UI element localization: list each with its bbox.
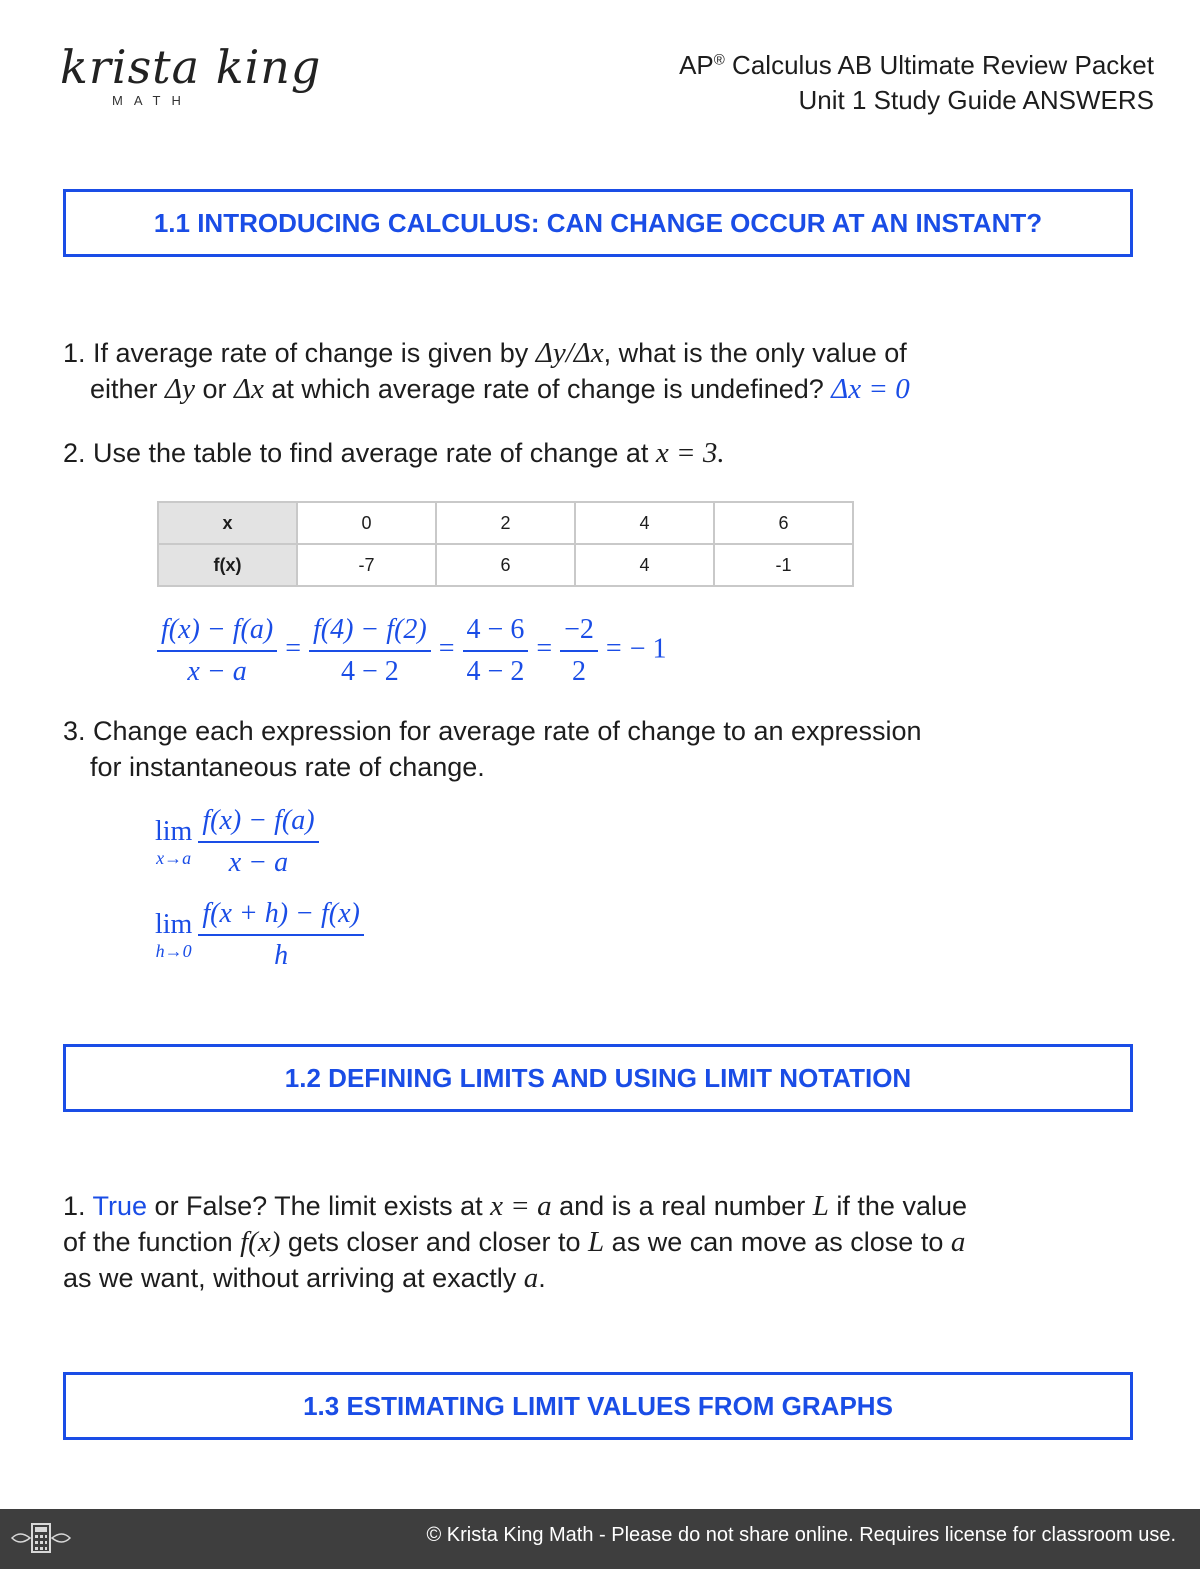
calculator-icon [10, 1522, 72, 1559]
question-1-1: 1. If average rate of change is given by Δy/Δx, what is the only value of either Δy or Δx at which average rate of change is undefined? Δx = 0 [63, 337, 910, 405]
header-title [679, 50, 1154, 81]
question-1-3: 3. Change each expression for average rate of change to an expression for instantaneous rate of change. [63, 716, 922, 782]
question-2-1: 1. True or False? The limit exists at x = a and is a real number L if the value of the function f(x) gets closer and closer to L as we can move as close to a as we want, without arriving at exactly a. [63, 1190, 967, 1294]
data-table [157, 501, 854, 587]
section-header-1-2: 1.2 DEFINING LIMITS AND USING LIMIT NOTATION [63, 1044, 1133, 1112]
table-cell: 6 [436, 544, 575, 586]
table-header-cell: x [158, 502, 297, 544]
table-cell: 2 [436, 502, 575, 544]
table-header-cell: f(x) [158, 544, 297, 586]
question-1-2: 2. Use the table to find average rate of change at x = 3. [63, 437, 725, 469]
table-cell: 0 [297, 502, 436, 544]
table-row [158, 544, 853, 586]
table-cell: 4 [575, 544, 714, 586]
header-title-rest: Calculus AB Ultimate Review Packet [724, 50, 1154, 80]
header-ap: AP [679, 50, 714, 80]
section-header-1-3: 1.3 ESTIMATING LIMIT VALUES FROM GRAPHS [63, 1372, 1133, 1440]
header-subtitle: Unit 1 Study Guide ANSWERS [798, 85, 1154, 115]
table-row [158, 502, 853, 544]
registered-mark: ® [713, 51, 725, 69]
answer-work-q2: $\frac{f(x) - f(a)}{x - a}$ = $\frac{f(4) - f(2)}{4 - 2}$ = $\frac{4 - 6}{4 - 2}$ = $\frac{-2}{2}$ = − 1 [157, 614, 667, 688]
answer-q1: Δx = 0 [831, 373, 910, 405]
table-cell: -7 [297, 544, 436, 586]
answer-true: True [92, 1191, 148, 1221]
section-header-1-1: 1.1 INTRODUCING CALCULUS: CAN CHANGE OCCUR AT AN INSTANT? [63, 189, 1133, 257]
logo: krista king [60, 40, 322, 94]
answer-limit-2: lim h→0 $\frac{f(x + h) - f(x)}{h}$ [155, 898, 364, 972]
table-cell: -1 [714, 544, 853, 586]
footer-copyright: © Krista King Math - Please do not share online. Requires license for classroom use. [426, 1524, 1176, 1546]
table-cell: 6 [714, 502, 853, 544]
answer-limit-1: lim x→a $\frac{f(x) - f(a)}{x - a}$ [155, 805, 319, 879]
table-cell: 4 [575, 502, 714, 544]
logo-subtitle: MATH [112, 93, 192, 108]
